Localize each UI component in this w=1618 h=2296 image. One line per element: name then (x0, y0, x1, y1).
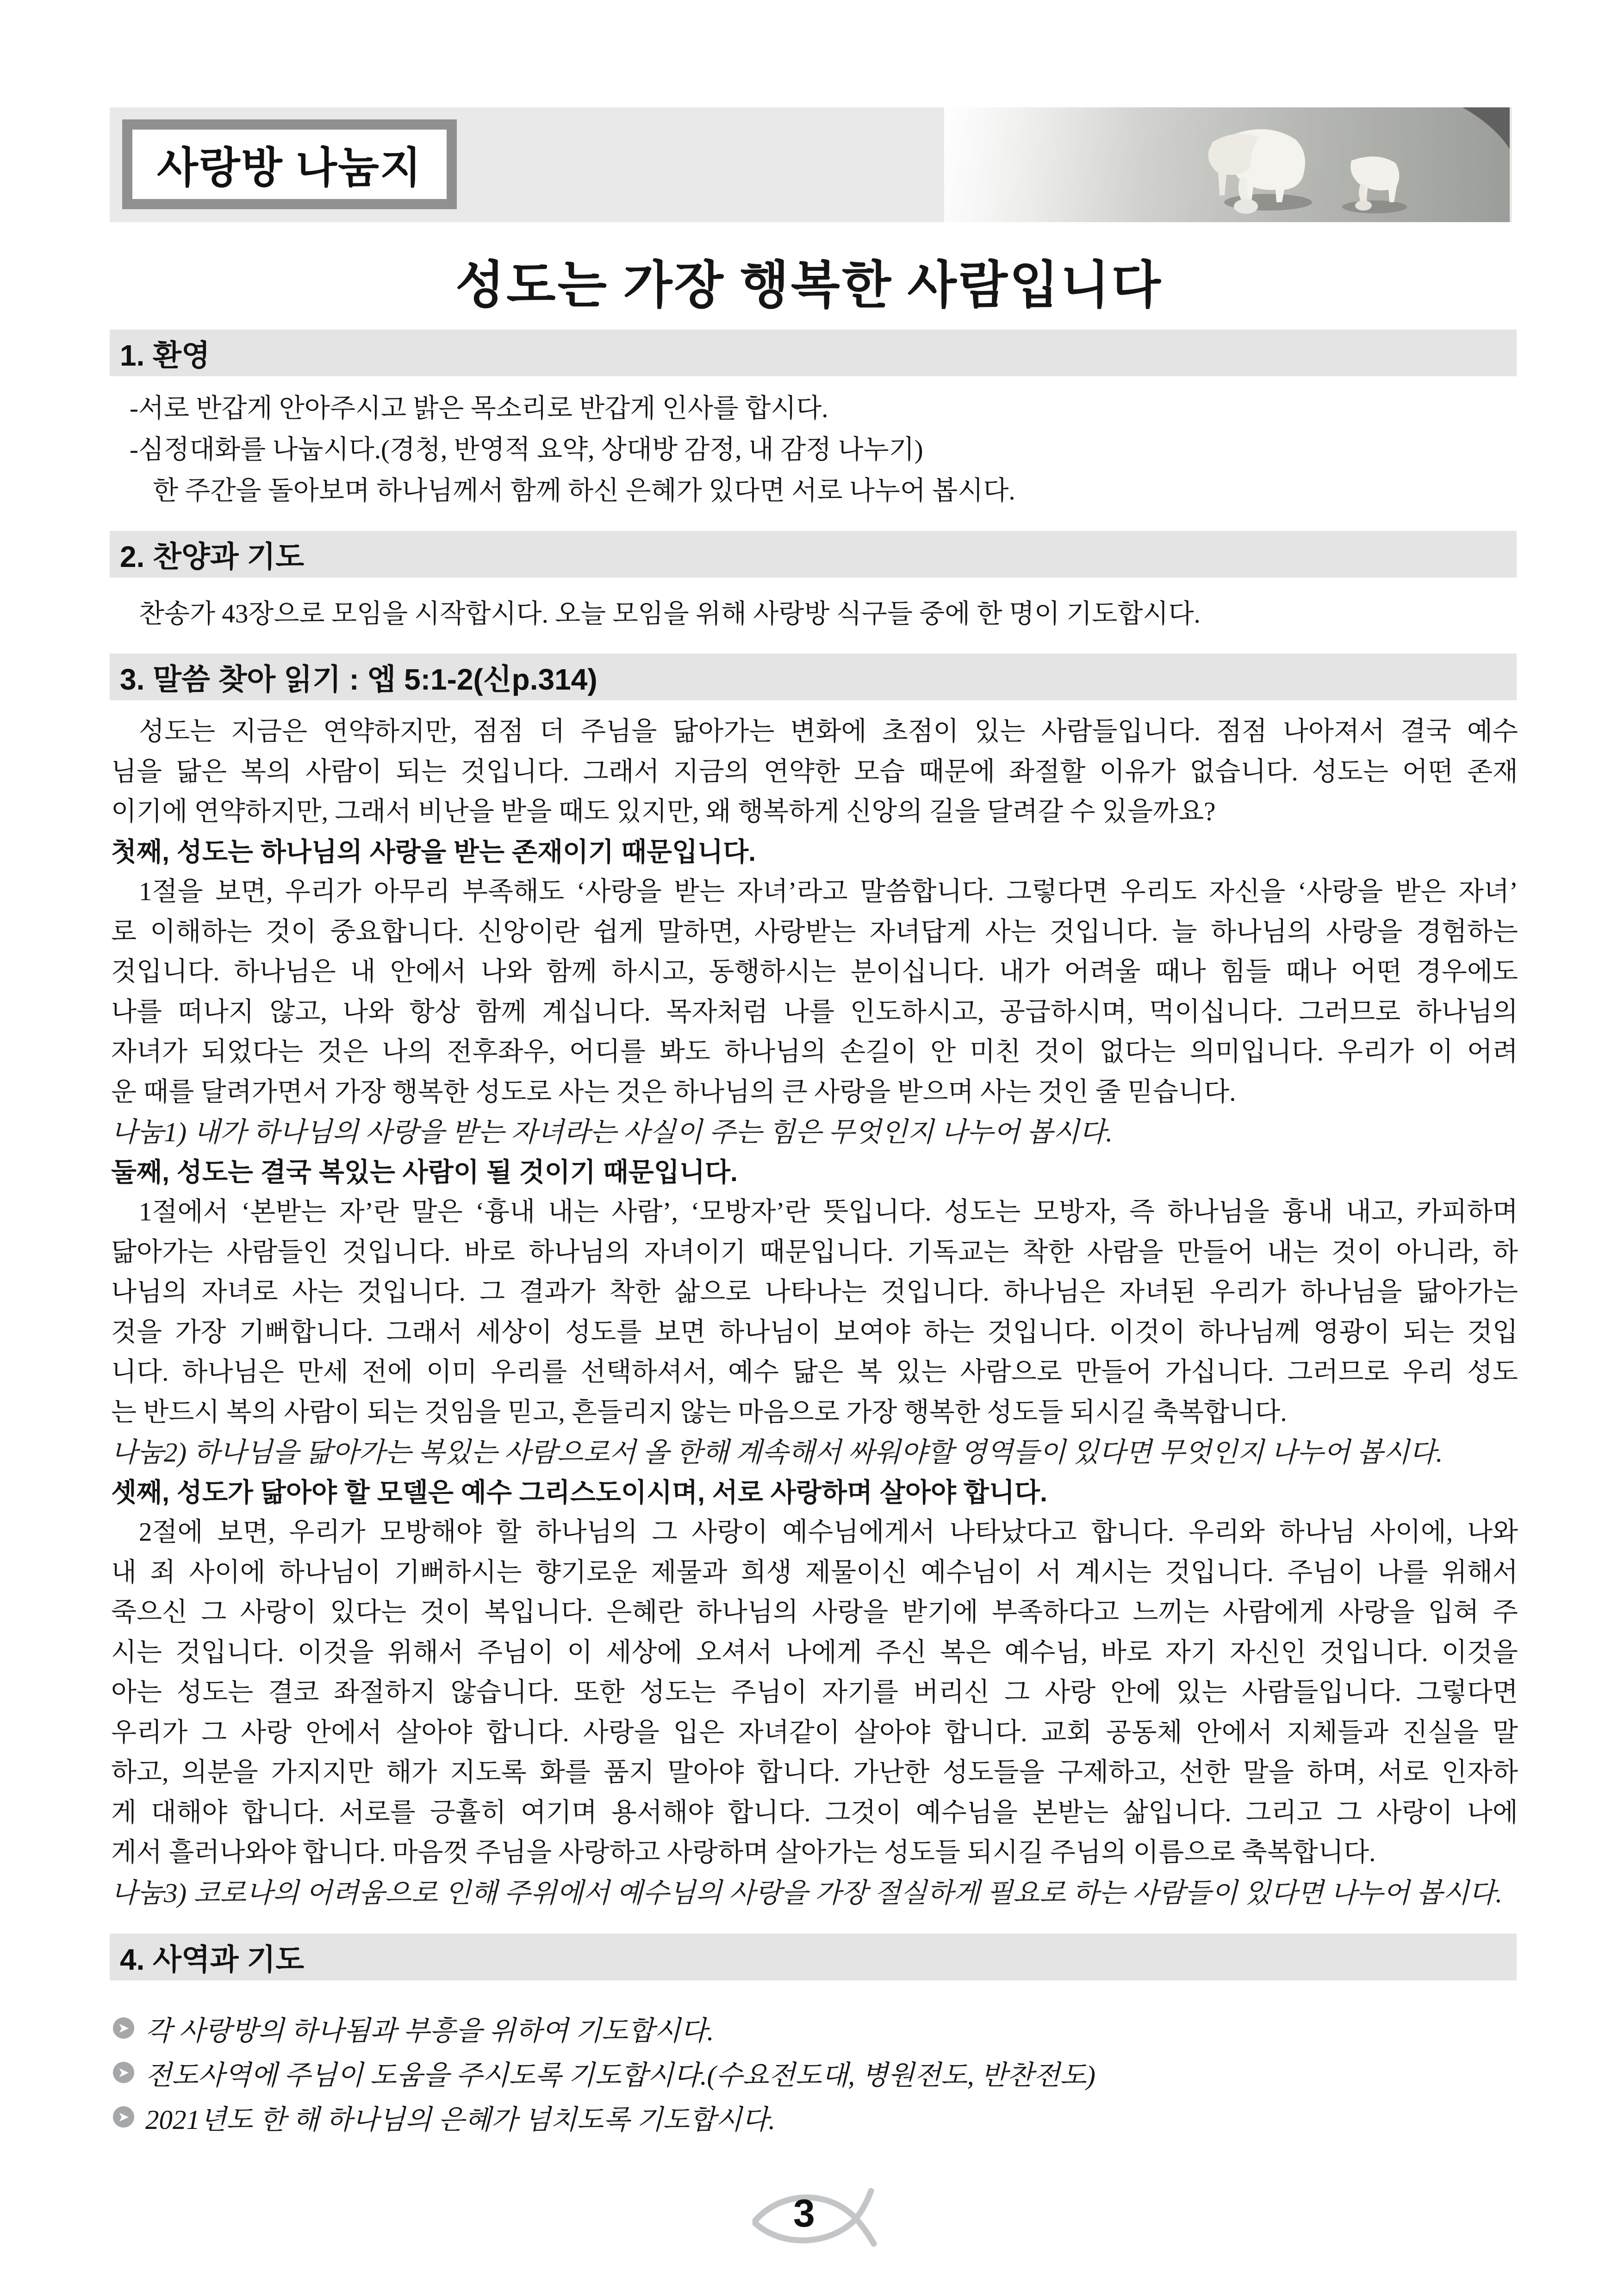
prayer-bullet-text: 전도사역에 주님이 도움을 주시도록 기도합시다.(수요전도대, 병원전도, 반찬전도) (145, 2060, 1095, 2091)
header-badge-box (122, 119, 457, 209)
body-text-line: 운 때를 달려가면서 가장 행복한 성도로 사는 것은 하나님의 큰 사랑을 받으며 사는 것인 줄 믿습니다. (111, 1077, 1236, 1107)
body-text-line: 것을 가장 기뻐합니다. 그래서 세상이 성도를 보면 하나님이 보여야 하는 것입니다. 이것이 하나님께 영광이 되는 것입 (111, 1317, 1518, 1347)
body-text-line: 2절에 보면, 우리가 모방해야 할 하나님의 그 사랑이 예수님에게서 나타났다고 합니다. 우리와 하나님 사이에, 나와 (139, 1518, 1518, 1547)
section-1-line: 한 주간을 돌아보며 하나님께서 함께 하신 은혜가 있다면 서로 나누어 봅시다. (153, 476, 1015, 505)
body-text-line: 이기에 연약하지만, 그래서 비난을 받을 때도 있지만, 왜 행복하게 신앙의 길을 달려갈 수 있을까요? (111, 797, 1216, 826)
circle-arrow-icon: ➤ (113, 2106, 134, 2128)
prayer-bullet-row (113, 2006, 1525, 2050)
page-title: 성도는 가장 행복한 사람입니다 (455, 257, 1163, 314)
body-text-line: 1절에서 ‘본받는 자’란 말은 ‘흉내 내는 사람’, ‘모방자’란 뜻입니다. 성도는 모방자, 즉 하나님을 흉내 내고, 카피하며 (139, 1197, 1518, 1226)
body-text-line: 자녀가 되었다는 것은 나의 전후좌우, 어디를 봐도 하나님의 손길이 안 미친 것이 없다는 의미입니다. 우리가 이 어려 (111, 1037, 1518, 1066)
header-badge-label: 사랑방 나눔지 (157, 144, 422, 192)
body-text-line: 로 이해하는 것이 중요합니다. 신앙이란 쉽게 말하면, 사랑받는 자녀답게 사는 것입니다. 늘 하나님의 사랑을 경험하는 (111, 917, 1518, 946)
section-3-heading: 3. 말씀 찾아 읽기 : 엡 5:1-2(신p.314) (120, 662, 597, 696)
section-3-body (111, 712, 1518, 1913)
circle-arrow-icon: ➤ (113, 2017, 134, 2039)
section-2-body: 찬송가 43장으로 모임을 시작합시다. 오늘 모임을 위해 사랑방 식구들 중에 한 명이 기도합시다. (139, 599, 1201, 628)
body-text-line: 시는 것입니다. 이것을 위해서 주님이 이 세상에 오셔서 나에게 주신 복은 예수님, 바로 자기 자신인 것입니다. 이것을 (111, 1637, 1518, 1667)
body-text-line: 나를 떠나지 않고, 나와 항상 함께 계십니다. 목자처럼 나를 인도하시고, 공급하시며, 먹이십니다. 그러므로 하나님의 (111, 997, 1518, 1027)
section-1-body (130, 388, 1518, 511)
body-text-line: 나님의 자녀로 사는 것입니다. 그 결과가 착한 삶으로 나타나는 것입니다. 하나님은 자녀된 우리가 하나님을 닮아가는 (111, 1277, 1518, 1307)
body-text-line: 는 반드시 복의 사람이 되는 것임을 믿고, 흔들리지 않는 마음으로 가장 행복한 성도들 되시길 축복합니다. (111, 1397, 1287, 1427)
section-4-heading: 4. 사역과 기도 (120, 1942, 305, 1976)
body-text-line: 님을 닮은 복의 사람이 되는 것입니다. 그래서 지금의 연약한 모습 때문에 좌절할 이유가 없습니다. 성도는 어떤 존재 (111, 757, 1518, 786)
prayer-bullet-text: 각 사랑방의 하나됨과 부흥을 위하여 기도합시다. (145, 2015, 714, 2046)
body-text-line: 것입니다. 하나님은 내 안에서 나와 함께 하시고, 동행하시는 분이십니다. 내가 어려울 때나 힘들 때나 어떤 경우에도 (111, 957, 1518, 986)
body-text-line: 성도는 지금은 연약하지만, 점점 더 주님을 닮아가는 변화에 초점이 있는 사람들입니다. 점점 나아져서 결국 예수 (139, 717, 1518, 746)
discussion-note-line: 나눔1) 내가 하나님의 사랑을 받는 자녀라는 사실이 주는 힘은 무엇인지 나누어 봅시다. (111, 1117, 1113, 1147)
body-text-line: 닮아가는 사람들인 것입니다. 바로 하나님의 자녀이기 때문입니다. 기독교는 착한 사람을 만들어 내는 것이 아니라, 하 (111, 1237, 1518, 1267)
section-1-header-bar (110, 330, 1517, 376)
body-text-line: 우리가 그 사랑 안에서 살아야 합니다. 사랑을 입은 자녀같이 살아야 합니다. 교회 공동체 안에서 지체들과 진실을 말 (111, 1717, 1518, 1747)
section-3-header-bar (110, 653, 1517, 700)
page-number: 3 (793, 2191, 815, 2235)
bold-point-line: 둘째, 성도는 결국 복있는 사람이 될 것이기 때문입니다. (111, 1157, 738, 1187)
section-1-line: -심정대화를 나눕시다.(경청, 반영적 요약, 상대방 감정, 내 감정 나누기) (130, 435, 923, 464)
sheep-photo (944, 107, 1510, 222)
section-2-header-bar (110, 531, 1517, 578)
discussion-note-line: 나눔2) 하나님을 닮아가는 복있는 사람으로서 올 한해 계속해서 싸워야할 영역들이 있다면 무엇인지 나누어 봅시다. (111, 1437, 1443, 1468)
section-4-header-bar (110, 1934, 1517, 1980)
body-text-line: 죽으신 그 사랑이 있다는 것이 복입니다. 은혜란 하나님의 사랑을 받기에 부족하다고 느끼는 사람에게 사랑을 입혀 주 (111, 1598, 1518, 1627)
section-1-heading: 1. 환영 (120, 338, 210, 372)
prayer-bullet-row (113, 2050, 1525, 2095)
bold-point-line: 첫째, 성도는 하나님의 사랑을 받는 존재이기 때문입니다. (111, 837, 756, 867)
circle-arrow-icon: ➤ (113, 2062, 134, 2083)
body-text-line: 니다. 하나님은 만세 전에 이미 우리를 선택하셔서, 예수 닮은 복 있는 사람으로 만들어 가십니다. 그러므로 우리 성도 (111, 1357, 1518, 1387)
body-text-line: 1절을 보면, 우리가 아무리 부족해도 ‘사랑을 받는 자녀’라고 말씀합니다. 그렇다면 우리도 자신을 ‘사랑을 받은 자녀’ (139, 877, 1518, 906)
sheep-grazing-illustration (944, 107, 1510, 222)
discussion-note-line: 나눔3) 코로나의 어려움으로 인해 주위에서 예수님의 사랑을 가장 절실하게 필요로 하는 사람들이 있다면 나누어 봅시다. (111, 1877, 1503, 1908)
prayer-bullet-text: 2021년도 한 해 하나님의 은혜가 넘치도록 기도합시다. (145, 2104, 776, 2135)
section-2-heading: 2. 찬양과 기도 (120, 540, 305, 573)
page-footer (749, 2178, 888, 2257)
body-text-line: 하고, 의분을 가지지만 해가 지도록 화를 품지 말아야 합니다. 가난한 성도들을 구제하고, 선한 말을 하며, 서로 인자하 (111, 1758, 1518, 1787)
body-text-line: 게서 흘러나와야 합니다. 마음껏 주님을 사랑하고 사랑하며 살아가는 성도들 되시길 주님의 이름으로 축복합니다. (111, 1838, 1376, 1867)
section-1-line: -서로 반갑게 안아주시고 밝은 목소리로 반갑게 인사를 합시다. (130, 394, 828, 423)
body-text-line: 아는 성도는 결코 좌절하지 않습니다. 또한 성도는 주님이 자기를 버리신 그 사랑 안에 있는 사람들입니다. 그렇다면 (111, 1678, 1518, 1707)
body-text-line: 내 죄 사이에 하나님이 기뻐하시는 향기로운 제물과 희생 제물이신 예수님이 서 계시는 것입니다. 주님이 나를 위해서 (111, 1557, 1518, 1587)
bold-point-line: 셋째, 성도가 닮아야 할 모델은 예수 그리스도이시며, 서로 사랑하며 살아야 합니다. (111, 1477, 1047, 1507)
body-text-line: 게 대해야 합니다. 서로를 긍휼히 여기며 용서해야 합니다. 그것이 예수님을 본받는 삶입니다. 그리고 그 사랑이 나에 (111, 1798, 1518, 1827)
prayer-bullet-row (113, 2095, 1525, 2139)
ichthys-fish-icon (749, 2178, 888, 2257)
section-4-body (113, 2006, 1525, 2139)
